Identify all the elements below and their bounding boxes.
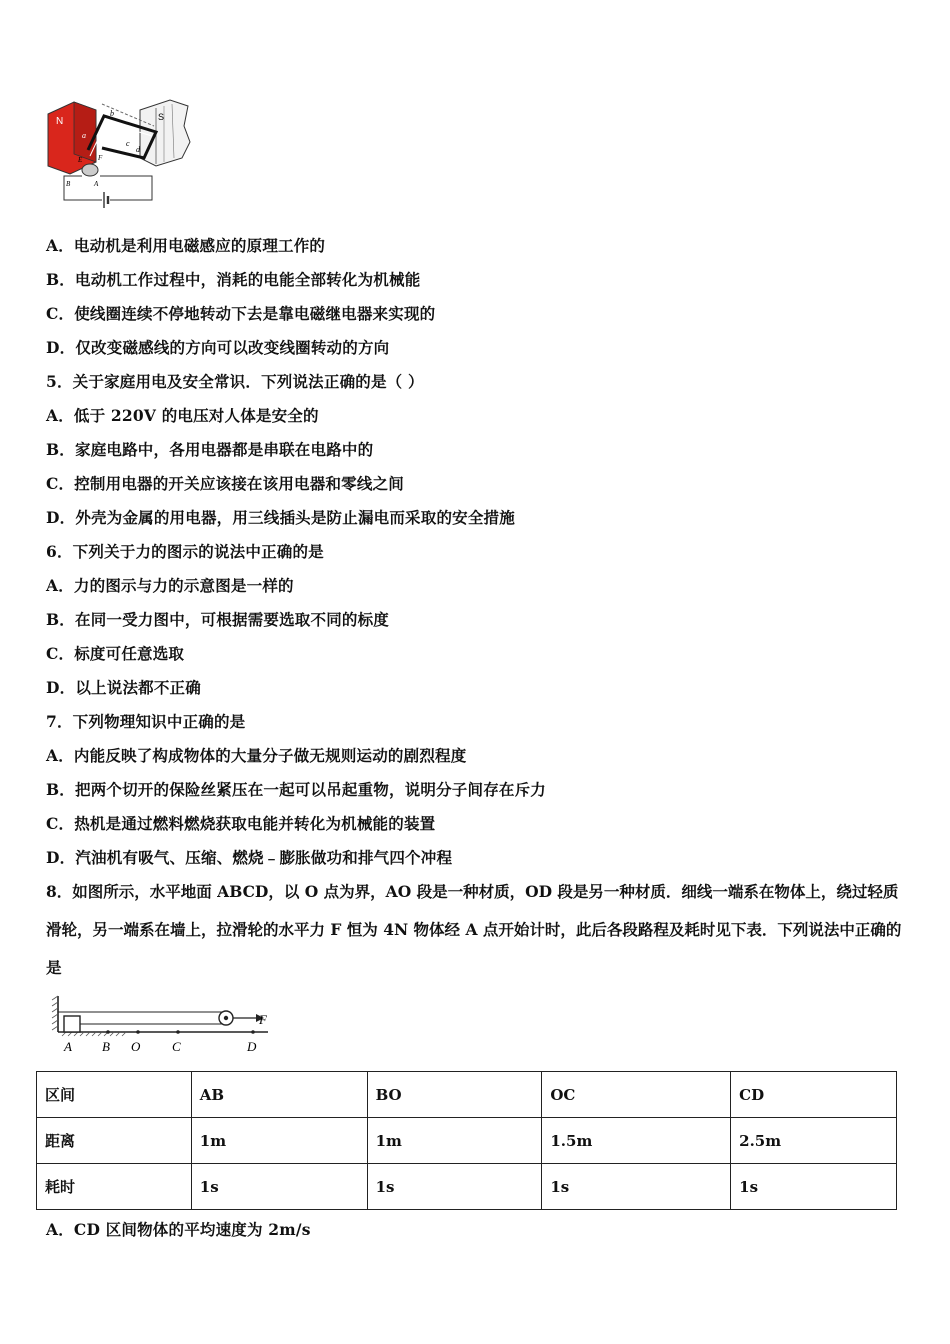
table-cell: CD bbox=[731, 1072, 897, 1118]
q6-option-b: B．在同一受力图中，可根据需要选取不同的标度 bbox=[46, 610, 390, 629]
table-cell: 1m bbox=[367, 1118, 542, 1164]
table-cell: 耗时 bbox=[37, 1164, 192, 1210]
table-cell: 距离 bbox=[37, 1118, 192, 1164]
label-b: b bbox=[110, 109, 114, 118]
label-o: O bbox=[131, 1039, 141, 1054]
label-e: E bbox=[78, 156, 83, 164]
label-f: F bbox=[259, 1012, 267, 1027]
label-b: B bbox=[102, 1039, 110, 1054]
label-d: D bbox=[247, 1039, 257, 1054]
q6-stem: 6．下列关于力的图示的说法中正确的是 bbox=[46, 542, 324, 561]
table-cell: 1.5m bbox=[542, 1118, 731, 1164]
table-cell: 1s bbox=[191, 1164, 367, 1210]
q6-option-d: D．以上说法都不正确 bbox=[46, 678, 201, 697]
q7-option-d: D．汽油机有吸气、压缩、燃烧﹣膨胀做功和排气四个冲程 bbox=[46, 848, 453, 867]
table-row bbox=[37, 1164, 897, 1210]
q5-option-c: C．控制用电器的开关应该接在该用电器和零线之间 bbox=[46, 474, 404, 493]
q5-option-a: A．低于 220V 的电压对人体是安全的 bbox=[46, 406, 319, 425]
q4-option-c: C．使线圈连续不停地转动下去是靠电磁继电器来实现的 bbox=[46, 304, 436, 323]
label-brush-b: B bbox=[66, 180, 71, 188]
segment-table bbox=[36, 1071, 897, 1210]
table-row bbox=[37, 1118, 897, 1164]
q8-stem: 8．如图所示，水平地面 ABCD，以 O 点为界，AO 段是一种材质，OD 段是另一种材质．细线一端系在物体上，绕过轻质滑轮，另一端系在墙上，拉滑轮的水平力 F 恒为 4N 物体经 A 点开始计时，此后各段路程及耗时见下表．下列说法中正确的是 bbox=[46, 882, 902, 977]
q6-option-a: A．力的图示与力的示意图是一样的 bbox=[46, 576, 294, 595]
q4-option-b: B．电动机工作过程中，消耗的电能全部转化为机械能 bbox=[46, 270, 421, 289]
table-cell: OC bbox=[542, 1072, 731, 1118]
q4-option-a: A．电动机是利用电磁感应的原理工作的 bbox=[46, 236, 326, 255]
table-cell: AB bbox=[191, 1072, 367, 1118]
q7-option-c: C．热机是通过燃料燃烧获取电能并转化为机械能的装置 bbox=[46, 814, 436, 833]
table-cell: 区间 bbox=[37, 1072, 192, 1118]
table-cell: 1s bbox=[542, 1164, 731, 1210]
q7-option-b: B．把两个切开的保险丝紧压在一起可以吊起重物，说明分子间存在斥力 bbox=[46, 780, 547, 799]
label-s: S bbox=[158, 112, 165, 122]
table-cell: 1s bbox=[367, 1164, 542, 1210]
q7-stem: 7．下列物理知识中正确的是 bbox=[46, 712, 246, 731]
label-n: N bbox=[56, 116, 64, 127]
table-cell: 2.5m bbox=[731, 1118, 897, 1164]
label-a: a bbox=[82, 131, 86, 140]
label-brush-a: A bbox=[94, 180, 99, 188]
q6-option-c: C．标度可任意选取 bbox=[46, 644, 185, 663]
table-cell: 1m bbox=[191, 1118, 367, 1164]
pulley-diagram bbox=[48, 992, 278, 1054]
label-c: c bbox=[126, 139, 130, 148]
q8-option-a: A．CD 区间物体的平均速度为 2m/s bbox=[46, 1220, 311, 1239]
label-c: C bbox=[172, 1039, 181, 1054]
label-d: d bbox=[136, 145, 140, 154]
q7-option-a: A．内能反映了构成物体的大量分子做无规则运动的剧烈程度 bbox=[46, 746, 467, 765]
q4-option-d: D．仅改变磁感线的方向可以改变线圈转动的方向 bbox=[46, 338, 390, 357]
table-cell: 1s bbox=[731, 1164, 897, 1210]
motor-diagram bbox=[44, 96, 194, 218]
q5-stem: 5．关于家庭用电及安全常识．下列说法正确的是（ ） bbox=[46, 372, 424, 391]
table-row bbox=[37, 1072, 897, 1118]
label-a: A bbox=[64, 1039, 72, 1054]
q5-option-d: D．外壳为金属的用电器，用三线插头是防止漏电而采取的安全措施 bbox=[46, 508, 515, 527]
table-cell: BO bbox=[367, 1072, 542, 1118]
label-f: F bbox=[98, 154, 103, 162]
q5-option-b: B．家庭电路中，各用电器都是串联在电路中的 bbox=[46, 440, 374, 459]
